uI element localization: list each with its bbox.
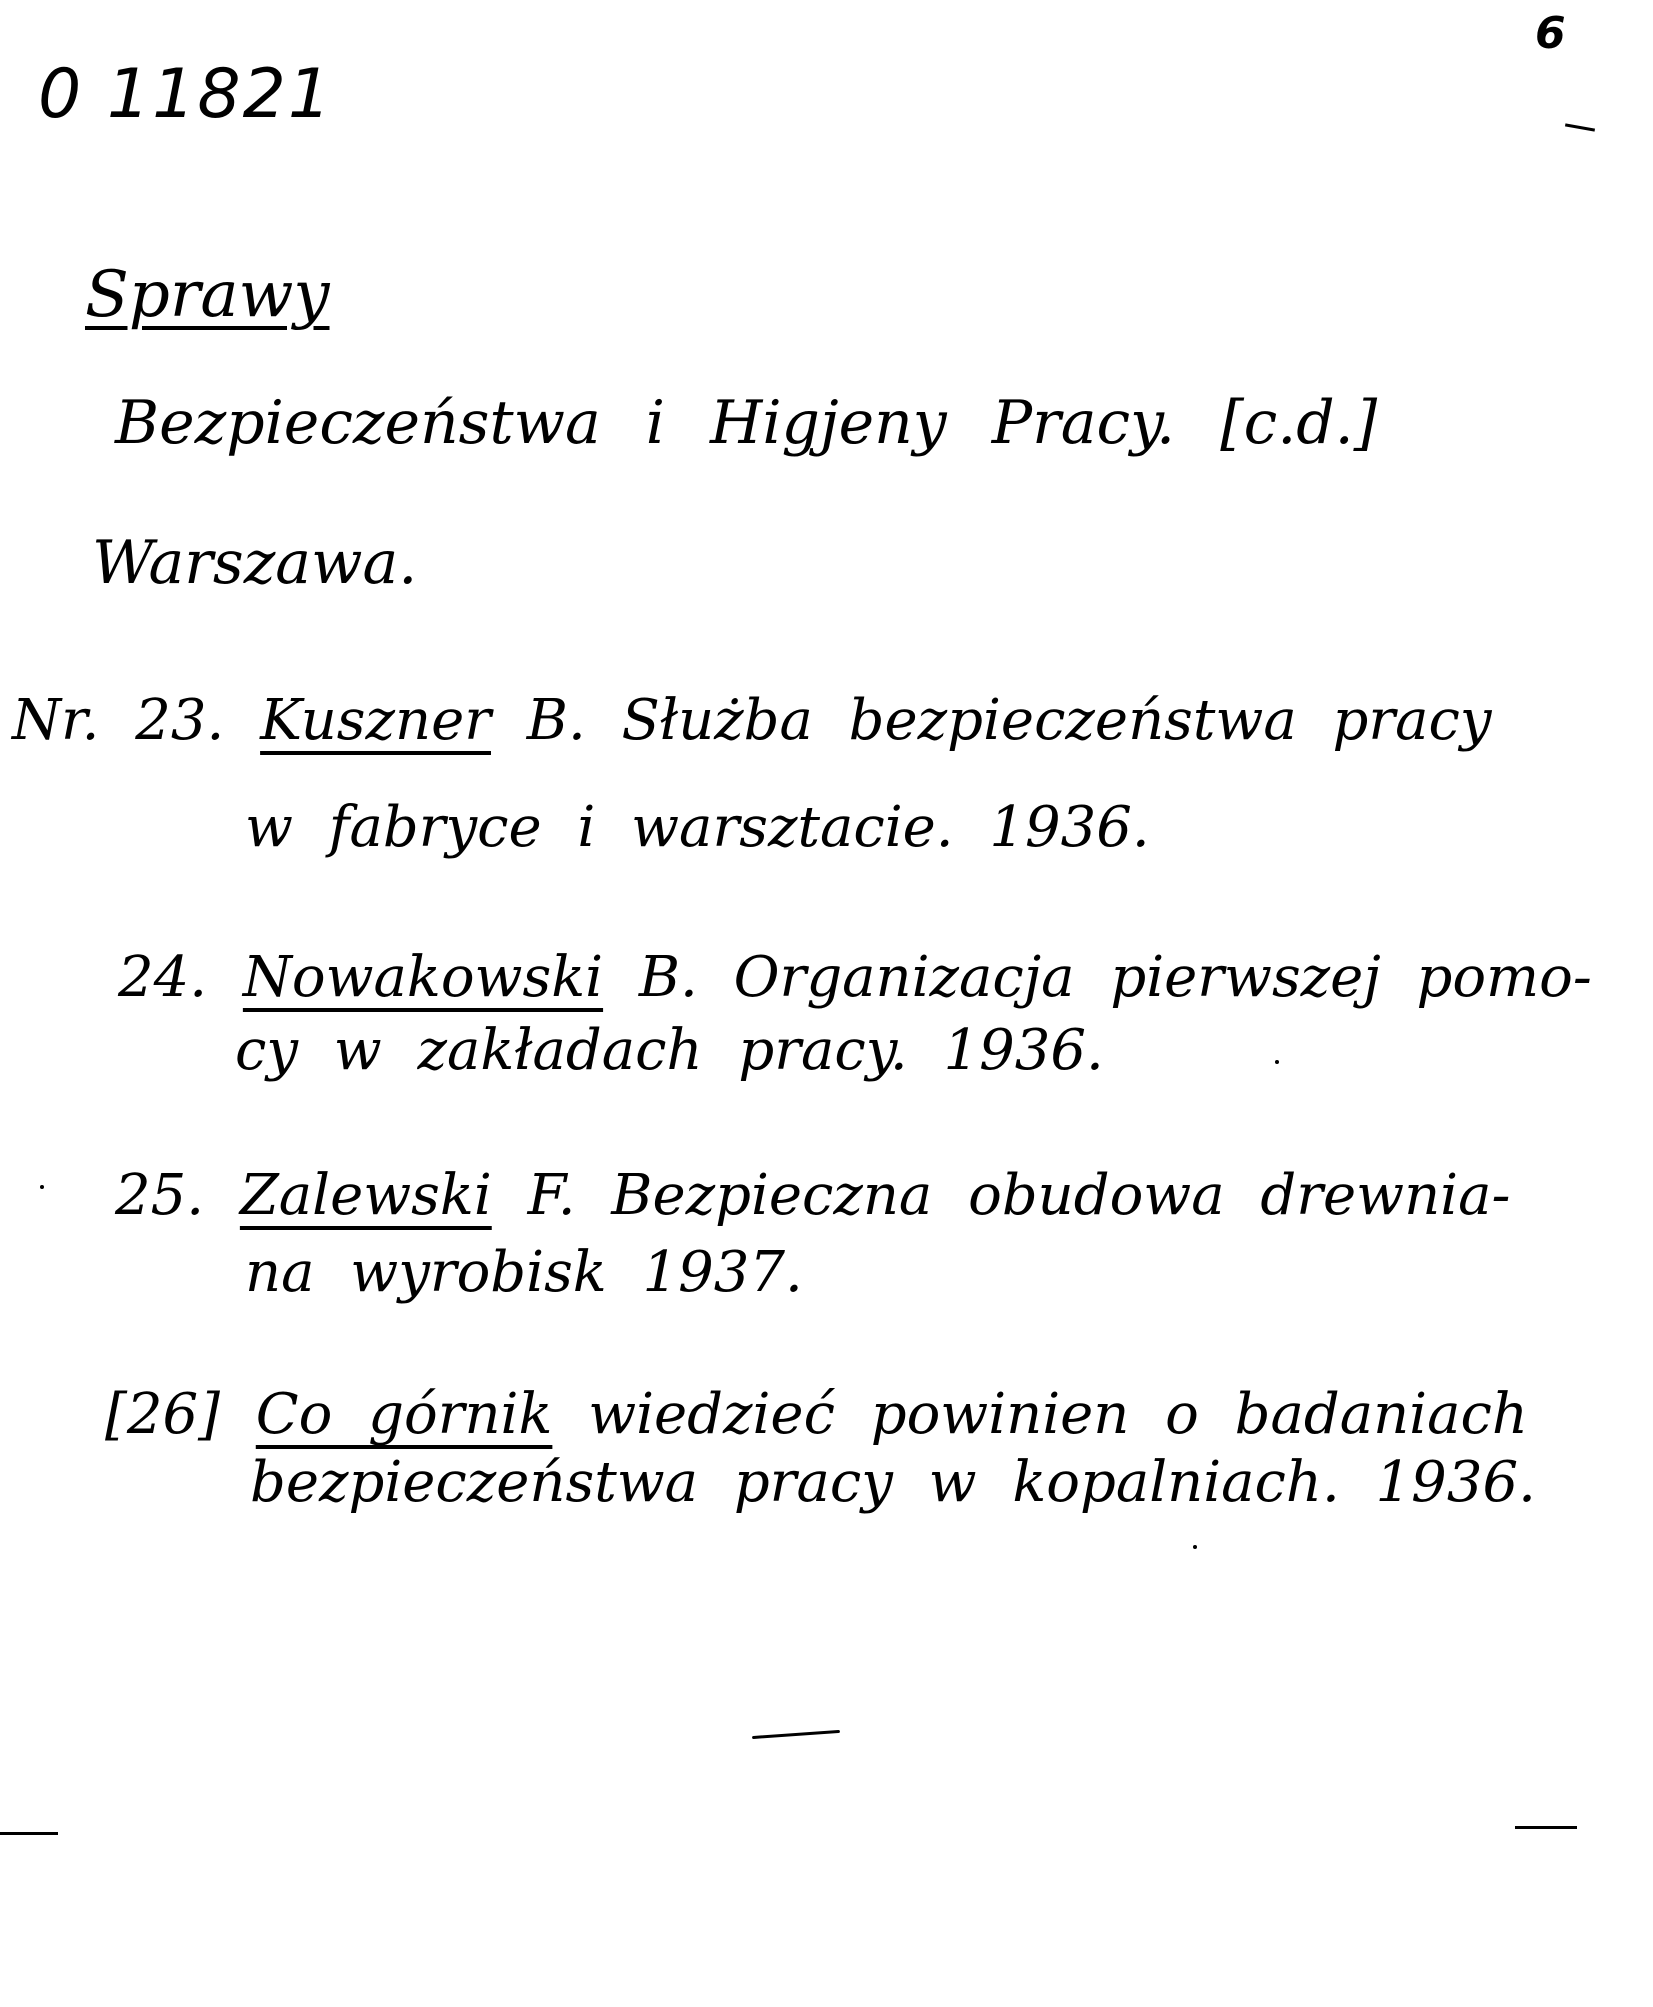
catalog-number: 0 11821 (38, 55, 334, 134)
entry-author: Kuszner (260, 688, 491, 753)
scan-dot (1193, 1545, 1197, 1549)
card-heading: Sprawy (85, 258, 330, 332)
scan-dot (1275, 1060, 1279, 1064)
scan-mark (1515, 1826, 1577, 1829)
scan-mark (752, 1730, 840, 1739)
scan-dot (40, 1185, 44, 1189)
card-subject: Bezpieczeństwa i Higjeny Pracy. [c.d.] (115, 388, 1378, 458)
entry-number: [26] (105, 1382, 220, 1447)
entry-author: Zalewski (239, 1163, 492, 1228)
entry-23-line-2: w fabryce i warsztacie. 1936. (245, 795, 1150, 860)
entry-25-line-1 (115, 1163, 1510, 1228)
entry-title: F. Bezpieczna obudowa drewnia- (527, 1163, 1511, 1228)
scan-mark (1565, 123, 1595, 131)
card-place: Warszawa. (92, 528, 418, 598)
entry-title: wiedzieć powinien o badaniach (588, 1382, 1528, 1447)
entry-title: B. Służba bezpieczeństwa pracy (526, 688, 1492, 753)
entry-24-line-1 (118, 945, 1592, 1010)
entry-25-line-2: na wyrobisk 1937. (245, 1240, 803, 1305)
entry-number: 24. (118, 945, 208, 1010)
entry-author: Nowakowski (242, 945, 604, 1010)
entry-number: Nr. 23. (12, 688, 225, 753)
entry-26-line-1 (105, 1382, 1528, 1447)
page-number: 6 (1535, 8, 1566, 59)
entry-23-line-1 (12, 688, 1492, 753)
entry-author: Co górnik (255, 1382, 553, 1447)
entry-26-line-2: bezpieczeństwa pracy w kopalniach. 1936. (250, 1450, 1536, 1515)
scan-mark (0, 1832, 58, 1835)
entry-title: B. Organizacja pierwszej pomo- (638, 945, 1592, 1010)
entry-24-line-2: cy w zakładach pracy. 1936. (235, 1018, 1104, 1083)
entry-number: 25. (115, 1163, 205, 1228)
